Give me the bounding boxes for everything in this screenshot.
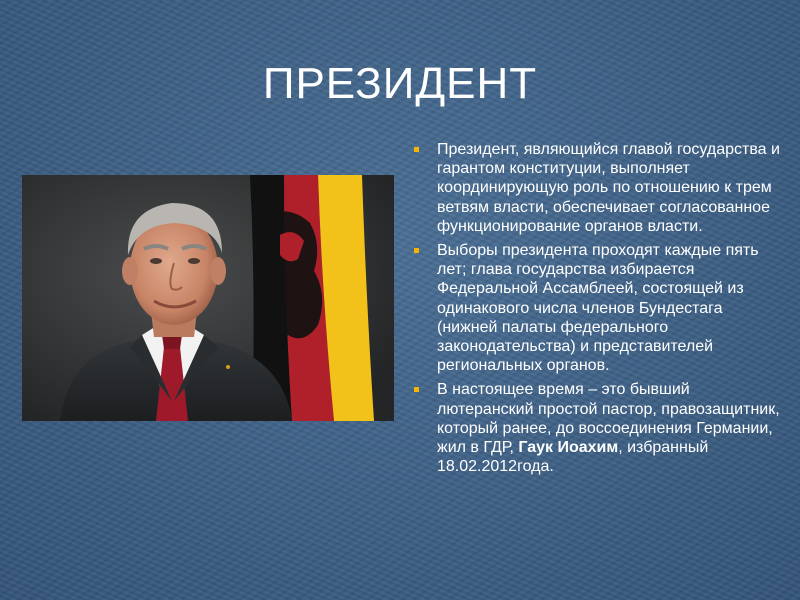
president-portrait-photo xyxy=(22,175,394,421)
bullet-text: Президент, являющийся главой государства и гарантом конституции, выполняет координирующую роль по отношению к трем ветвям власти, обеспечивает согласованное функционирование органов власти. xyxy=(437,141,780,235)
bullet-list xyxy=(414,140,786,481)
slide-title: ПРЕЗИДЕНТ xyxy=(262,59,538,108)
bullet-item-role xyxy=(414,140,786,236)
square-bullet-icon xyxy=(414,387,419,392)
bullet-item-elections xyxy=(414,241,786,375)
bullet-item-current-president xyxy=(414,380,786,476)
square-bullet-icon xyxy=(414,248,419,253)
bullet-text-after: , избранный 18.02.2012года. xyxy=(437,439,709,476)
president-name: Гаук Иоахим xyxy=(518,439,619,457)
bullet-text-before: В настоящее время – это бывший лютеранский простой пастор, правозащитник, который ранее, до воссоединения Германии, жил в ГДР, xyxy=(437,381,780,457)
bullet-text: Выборы президента проходят каждые пять лет; глава государства избирается Федеральной Ассамблеей, состоящей из одинакового числа членов Бундестага (нижней палаты федерального законодательства) и представителей региональных органов. xyxy=(437,242,759,375)
square-bullet-icon xyxy=(414,147,419,152)
